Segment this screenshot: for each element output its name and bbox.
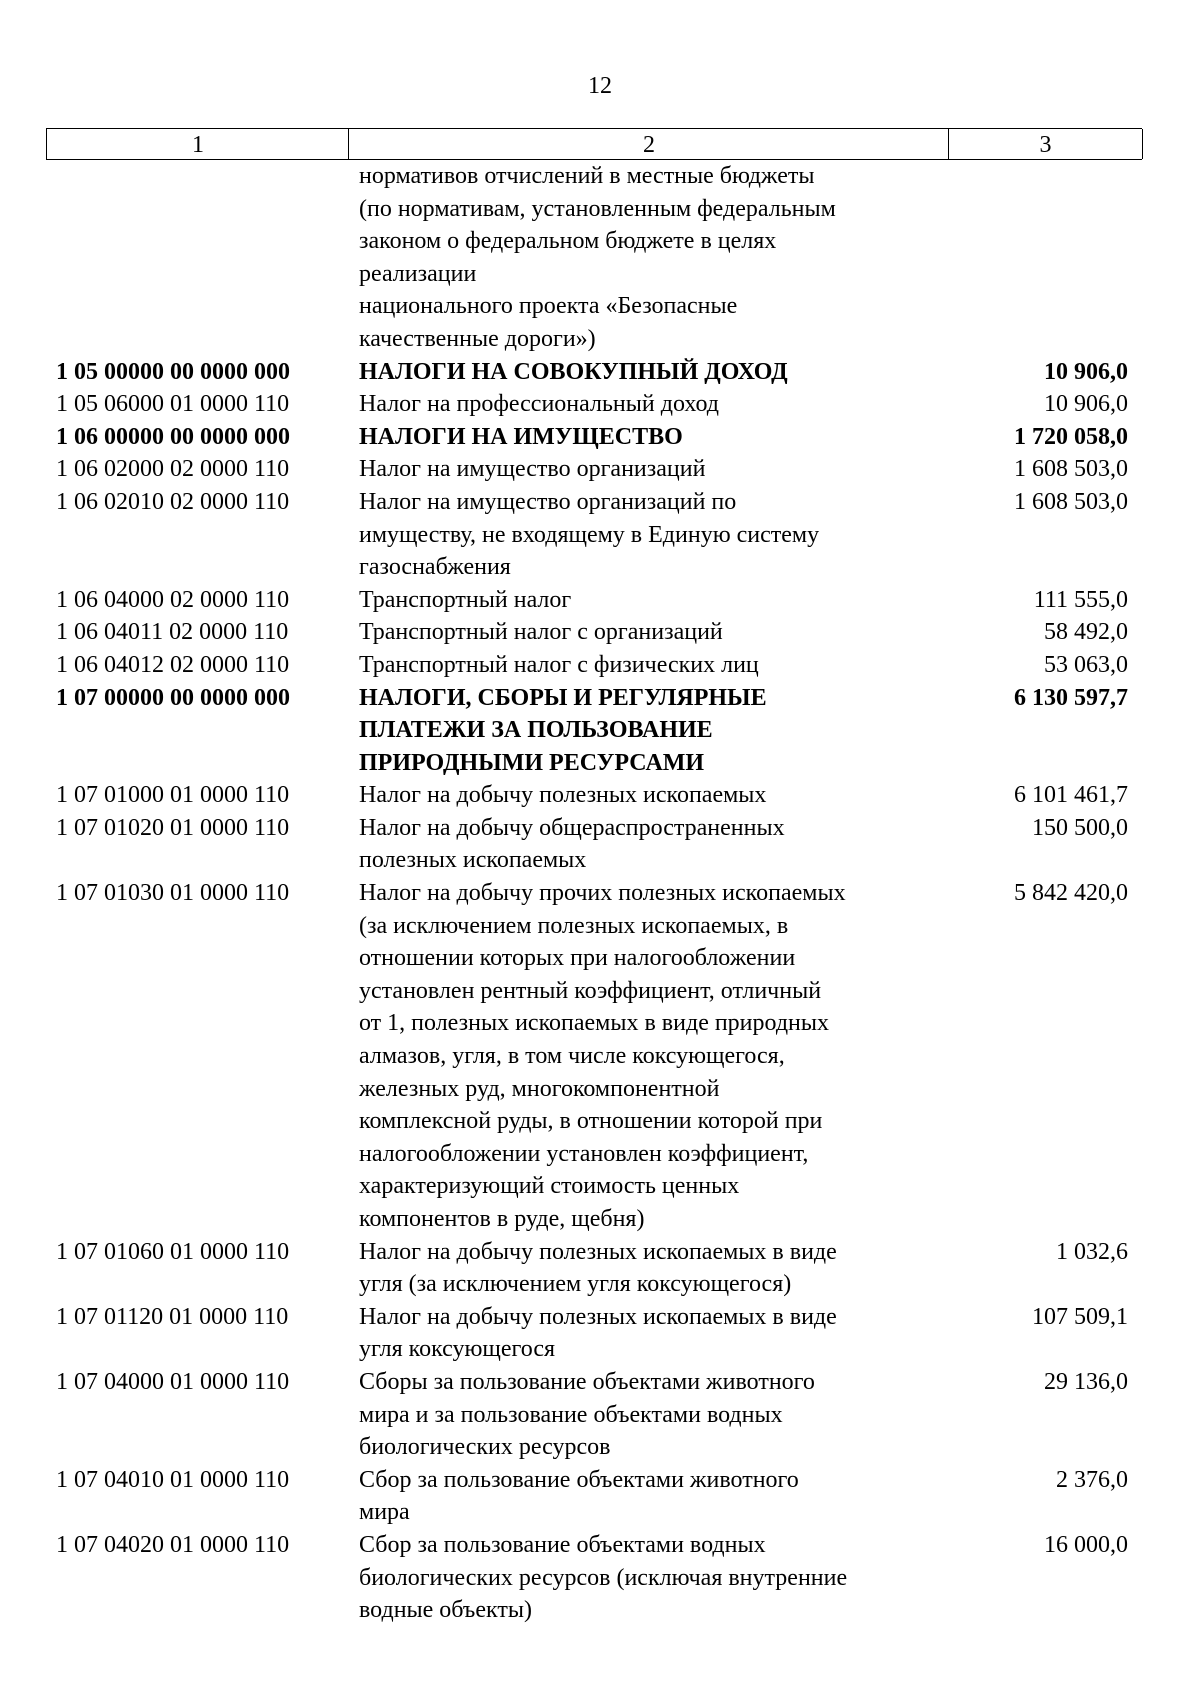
row-name-line: ПЛАТЕЖИ ЗА ПОЛЬЗОВАНИЕ [359, 717, 713, 744]
row-name-line: установлен рентный коэффициент, отличный [359, 977, 822, 1004]
row-amount: 16 000,0 [1044, 1531, 1128, 1558]
row-amount: 2 376,0 [1056, 1466, 1128, 1493]
row-code: 1 06 00000 00 0000 000 [56, 423, 290, 450]
row-code: 1 06 04012 02 0000 110 [56, 651, 290, 678]
row-name [359, 616, 941, 649]
row-amount: 107 509,1 [1032, 1303, 1128, 1330]
row-code: 1 07 01000 01 0000 110 [56, 782, 290, 809]
row-code: 1 07 04000 01 0000 110 [56, 1368, 290, 1395]
row-name [359, 1366, 941, 1464]
row-name-line: Транспортный налог с организаций [359, 619, 723, 646]
row-name-line: угля коксующегося [359, 1336, 556, 1363]
row-name-line: мира [359, 1499, 410, 1526]
row-code: 1 07 01020 01 0000 110 [56, 814, 290, 841]
row-code: 1 06 02000 02 0000 110 [56, 456, 290, 483]
row-amount: 1 720 058,0 [1014, 423, 1128, 450]
row-name-line: Транспортный налог с физических лиц [359, 651, 759, 678]
page-number: 12 [588, 73, 612, 99]
row-code: 1 07 01060 01 0000 110 [56, 1238, 290, 1265]
row-code: 1 06 02010 02 0000 110 [56, 488, 290, 515]
row-name-line: Налог на имущество организаций [359, 456, 706, 483]
row-name [359, 421, 941, 454]
table-row [0, 421, 1200, 454]
row-name-line: алмазов, угля, в том числе коксующегося, [359, 1043, 785, 1070]
row-name-line: комплексной руды, в отношении которой при [359, 1108, 823, 1135]
row-amount: 6 130 597,7 [1014, 684, 1128, 711]
row-name-line: НАЛОГИ, СБОРЫ И РЕГУЛЯРНЫЕ [359, 684, 767, 711]
row-name-line: Налог на имущество организаций по [359, 488, 737, 515]
row-name-line: железных руд, многокомпонентной [359, 1075, 720, 1102]
row-name [359, 584, 941, 617]
row-name-line: ПРИРОДНЫМИ РЕСУРСАМИ [359, 749, 705, 776]
row-code: 1 07 00000 00 0000 000 [56, 684, 290, 711]
column-header-3: 3 [948, 129, 1143, 159]
row-name-line: биологических ресурсов [359, 1434, 611, 1461]
table-row [0, 877, 1200, 1236]
row-name [359, 779, 941, 812]
row-name-line: Налог на профессиональный доход [359, 391, 719, 418]
row-name-line: Налог на добычу полезных ископаемых в виде [359, 1303, 837, 1330]
row-name-line: налогообложении установлен коэффициент, [359, 1140, 809, 1167]
column-header-2: 2 [348, 129, 949, 159]
row-name-line: Налог на добычу общераспространенных [359, 814, 785, 841]
row-amount: 58 492,0 [1044, 619, 1128, 646]
row-name-line: Сбор за пользование объектами водных [359, 1531, 766, 1558]
row-name [359, 1236, 941, 1301]
row-name-line: Налог на добычу полезных ископаемых в виде [359, 1238, 837, 1265]
row-name [359, 1301, 941, 1366]
row-name-line: отношении которых при налогообложении [359, 945, 796, 972]
row-name-line: мира и за пользование объектами водных [359, 1401, 783, 1428]
row-name-line: водные объекты) [359, 1597, 532, 1624]
table-row [0, 812, 1200, 877]
row-name-line: полезных ископаемых [359, 847, 587, 874]
table-column-header [46, 128, 1142, 160]
row-amount: 53 063,0 [1044, 651, 1128, 678]
row-name [359, 1464, 941, 1529]
row-name-line: (по нормативам, установленным федеральным [359, 195, 836, 222]
row-amount: 111 555,0 [1033, 586, 1128, 613]
row-name-line: НАЛОГИ НА СОВОКУПНЫЙ ДОХОД [359, 358, 788, 385]
row-amount: 1 608 503,0 [1014, 456, 1128, 483]
row-name-line: Налог на добычу прочих полезных ископаемых [359, 880, 846, 907]
table-row [0, 1464, 1200, 1529]
row-name-line: характеризующий стоимость ценных [359, 1173, 740, 1200]
row-amount: 6 101 461,7 [1014, 782, 1128, 809]
row-amount: 10 906,0 [1044, 358, 1128, 385]
table-row [0, 584, 1200, 617]
row-name-line: компонентов в руде, щебня) [359, 1206, 645, 1232]
row-name-line: реализации [359, 260, 477, 287]
row-code: 1 07 04010 01 0000 110 [56, 1466, 290, 1493]
table-row [0, 486, 1200, 584]
table-row [0, 1236, 1200, 1301]
row-amount: 29 136,0 [1044, 1368, 1128, 1395]
row-amount: 10 906,0 [1044, 391, 1128, 418]
row-name [359, 812, 941, 877]
row-amount: 150 500,0 [1032, 814, 1128, 841]
row-name [359, 356, 941, 389]
table-row [0, 356, 1200, 389]
table-row [0, 682, 1200, 780]
row-name-line: НАЛОГИ НА ИМУЩЕСТВО [359, 423, 683, 450]
table-row [0, 1301, 1200, 1366]
row-code: 1 07 04020 01 0000 110 [56, 1531, 290, 1558]
row-name-line: Налог на добычу полезных ископаемых [359, 782, 767, 809]
row-amount: 5 842 420,0 [1014, 880, 1128, 907]
row-amount: 1 608 503,0 [1014, 488, 1128, 515]
table-row [0, 649, 1200, 682]
row-name-line: от 1, полезных ископаемых в виде природных [359, 1010, 830, 1037]
row-code: 1 07 01120 01 0000 110 [56, 1303, 289, 1330]
row-name-line: газоснабжения [359, 554, 511, 581]
table-row [0, 1366, 1200, 1464]
row-name-line: угля (за исключением угля коксующегося) [359, 1271, 792, 1298]
row-name-line: биологических ресурсов (исключая внутренние [359, 1564, 848, 1591]
row-code: 1 07 01030 01 0000 110 [56, 880, 290, 907]
row-code: 1 05 00000 00 0000 000 [56, 358, 290, 385]
table-body [0, 160, 1200, 1627]
row-code: 1 06 04011 02 0000 110 [56, 619, 289, 646]
table-row [0, 453, 1200, 486]
row-name-line: нормативов отчислений в местные бюджеты [359, 163, 815, 189]
column-header-1: 1 [46, 129, 349, 159]
row-code: 1 06 04000 02 0000 110 [56, 586, 290, 613]
row-amount: 1 032,6 [1056, 1238, 1128, 1265]
row-name-line: Сбор за пользование объектами животного [359, 1466, 799, 1493]
table-row [0, 160, 1200, 356]
table-row [0, 388, 1200, 421]
row-name [359, 877, 941, 1236]
table-row [0, 779, 1200, 812]
table-row [0, 616, 1200, 649]
row-name [359, 649, 941, 682]
row-name [359, 160, 941, 356]
row-name-line: имуществу, не входящему в Единую систему [359, 521, 820, 548]
row-name [359, 682, 941, 780]
row-name-line: национального проекта «Безопасные [359, 293, 738, 320]
row-code: 1 05 06000 01 0000 110 [56, 391, 290, 418]
row-name [359, 1529, 941, 1627]
row-name-line: Транспортный налог [359, 586, 572, 613]
row-name [359, 453, 941, 486]
table-row [0, 1529, 1200, 1627]
row-name [359, 388, 941, 421]
row-name-line: законом о федеральном бюджете в целях [359, 228, 777, 255]
row-name-line: Сборы за пользование объектами животного [359, 1368, 815, 1395]
row-name-line: качественные дороги») [359, 325, 596, 352]
row-name [359, 486, 941, 584]
row-name-line: (за исключением полезных ископаемых, в [359, 912, 789, 939]
